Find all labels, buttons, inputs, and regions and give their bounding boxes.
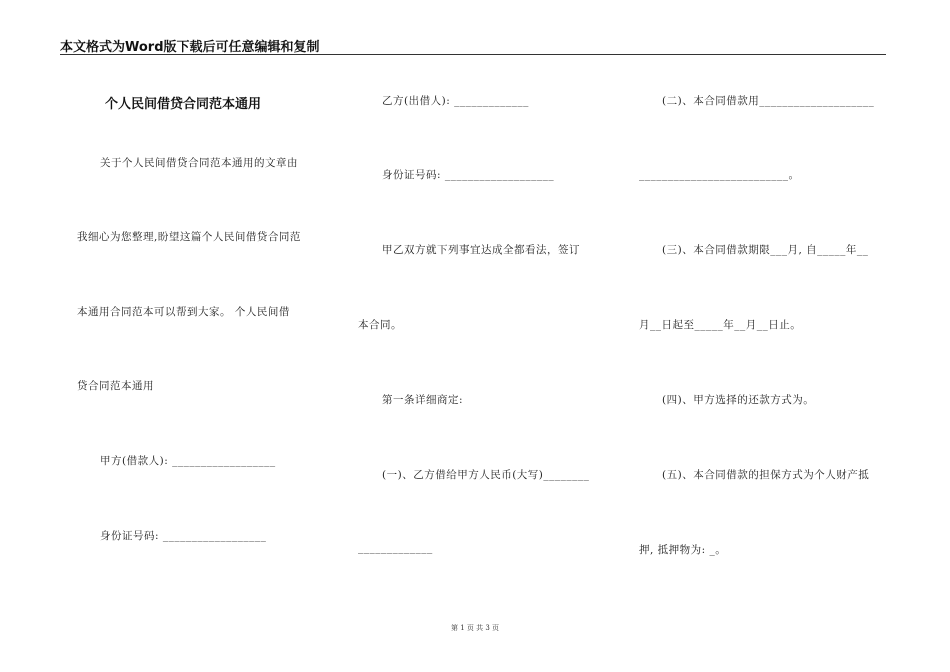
lender-id-field-line: 身份证号码: ___________________ <box>382 169 555 181</box>
borrower-field-line: 甲方(借款人): __________________ <box>100 455 276 467</box>
document-title: 个人民间借贷合同范本通用 <box>105 97 262 112</box>
clause-line: (四)、甲方选择的还款方式为。 <box>662 394 815 406</box>
paragraph-line: 贷合同范本通用 <box>77 380 154 392</box>
page-number: 第 1 页 共 3 页 <box>450 624 500 632</box>
clause-line: (五)、本合同借款的担保方式为个人财产抵 <box>662 469 870 481</box>
borrower-id-field-line: 身份证号码: __________________ <box>100 530 267 542</box>
paragraph-line: 甲乙双方就下列事宜达成全都看法，签订 <box>382 244 580 256</box>
clause-line: (二)、本合同借款用____________________ <box>662 95 875 107</box>
clause-line: __________________________。 <box>639 169 800 181</box>
lender-field-line: 乙方(出借人): _____________ <box>382 95 529 107</box>
paragraph-line: 本通用合同范本可以帮到大家。 个人民间借 <box>77 306 290 318</box>
paragraph-line: 关于个人民间借贷合同范本通用的文章由 <box>100 157 298 169</box>
document-header: 本文格式为Word版下载后可任意编辑和复制 <box>60 40 320 55</box>
clause-line: (三)、本合同借款期限___月, 自_____年__ <box>662 244 869 256</box>
clause-line: (一)、乙方借给甲方人民币(大写)________ <box>382 469 590 481</box>
header-divider <box>60 54 886 55</box>
clause-line: _____________ <box>358 542 433 554</box>
clause-line: 月__日起至_____年__月__日止。 <box>639 319 802 331</box>
section-heading: 第一条详细商定: <box>382 394 464 406</box>
paragraph-line: 我细心为您整理,盼望这篇个人民间借贷合同范 <box>77 231 301 243</box>
clause-line: 押, 抵押物为: _。 <box>639 544 727 556</box>
paragraph-line: 本合同。 <box>358 319 402 331</box>
